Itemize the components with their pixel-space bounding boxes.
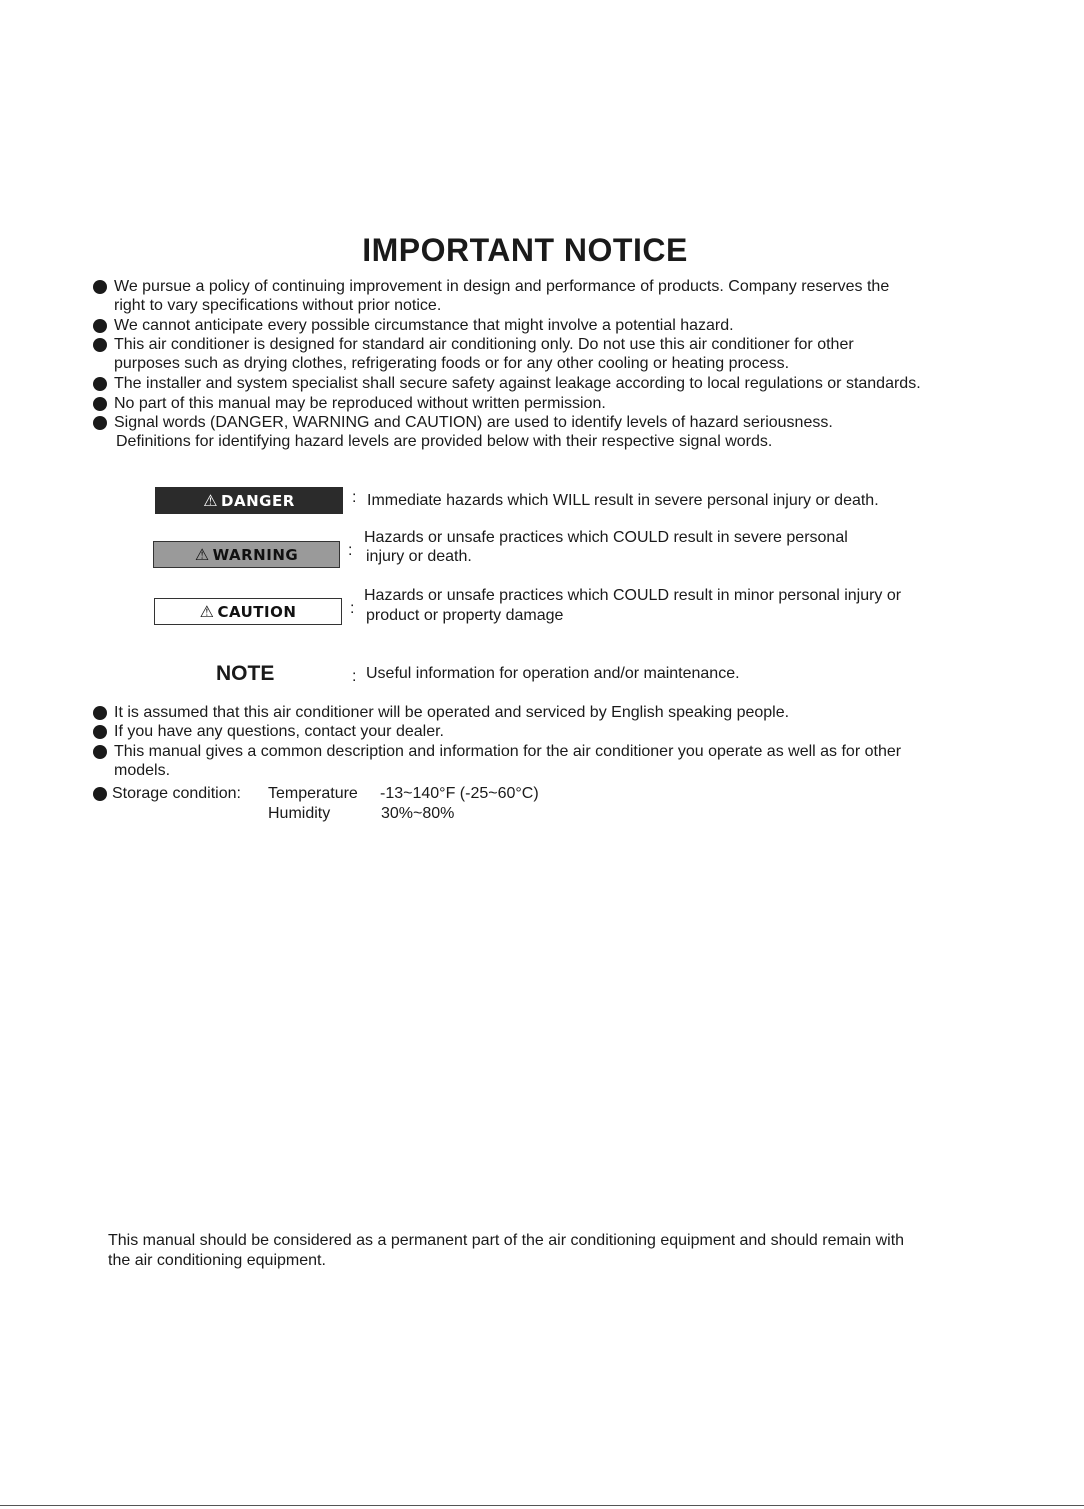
separator: : bbox=[348, 542, 353, 559]
warning-triangle-icon: ⚠ bbox=[199, 602, 215, 621]
warning-triangle-icon: ⚠ bbox=[194, 545, 210, 564]
bullet-icon bbox=[93, 338, 107, 352]
bullet-icon bbox=[93, 787, 107, 801]
bottom-rule bbox=[0, 1505, 1084, 1506]
bullet-icon bbox=[93, 319, 107, 333]
separator: : bbox=[352, 489, 357, 506]
danger-label: ⚠ DANGER bbox=[155, 487, 343, 514]
separator: : bbox=[352, 668, 357, 685]
bullet-icon bbox=[93, 706, 107, 720]
footer-note: This manual should be considered as a permanent part of the air conditioning equipment and should remain with the air conditioning equipment. bbox=[108, 1232, 905, 1269]
bullet-icon bbox=[93, 280, 107, 294]
bullet-icon bbox=[93, 745, 107, 759]
caution-label: ⚠ CAUTION bbox=[154, 598, 342, 625]
note-description: Useful information for operation and/or maintenance. bbox=[366, 665, 740, 682]
caution-description-line-2: product or property damage bbox=[366, 607, 564, 624]
warning-label: ⚠ WARNING bbox=[153, 541, 340, 568]
bullet-icon bbox=[93, 377, 107, 391]
notice-list-top: We pursue a policy of continuing improvement in design and performance of products. Company reserves the right to vary specifications without prior notice. We cannot anticipate every possible circumstance that might involve a potential hazard. This air conditioner is designed for standard air conditioning only. Do not use this air conditioner for other purposes such as drying clothes, refrigerating foods or for any other cooling or heating process. The installer and system specialist shall secure safety against leakage according to local regulations or standards. No part of this manual may be reproduced without written permission. Signal words (DANGER, WARNING and CAUTION) are used to identify levels of hazard seriousness. Definitions for identifying hazard levels are provided below with their respective signal words. bbox=[84, 277, 1014, 457]
notice-list-bottom: It is assumed that this air conditioner will be operated and serviced by English speaking people. If you have any questions, contact your dealer. This manual gives a common description and information for the air conditioner you operate as well as for other models. bbox=[84, 703, 1014, 783]
bullet-icon bbox=[93, 725, 107, 739]
separator: : bbox=[350, 600, 355, 617]
bullet-icon bbox=[93, 397, 107, 411]
danger-description: Immediate hazards which WILL result in severe personal injury or death. bbox=[367, 492, 879, 509]
caution-description-line-1: Hazards or unsafe practices which COULD result in minor personal injury or bbox=[364, 587, 902, 604]
note-label: NOTE bbox=[216, 662, 275, 685]
warning-description-line-1: Hazards or unsafe practices which COULD result in severe personal bbox=[364, 529, 848, 546]
page-title: IMPORTANT NOTICE bbox=[362, 232, 688, 268]
bullet-icon bbox=[93, 416, 107, 430]
warning-description-line-2: injury or death. bbox=[366, 548, 472, 565]
warning-triangle-icon: ⚠ bbox=[203, 491, 219, 510]
